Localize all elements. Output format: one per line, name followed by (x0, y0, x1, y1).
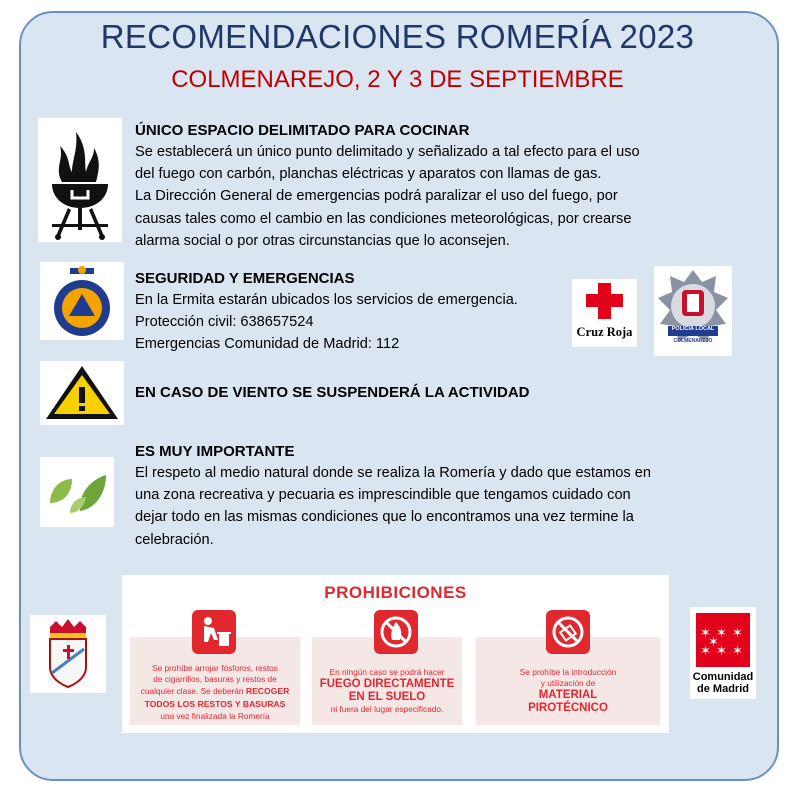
comunidad-madrid-logo (690, 607, 756, 699)
svg-text:✶: ✶ (700, 626, 711, 641)
section-safety-line: Protección civil: 638657524 (135, 314, 314, 331)
section-cooking-text (135, 141, 707, 252)
prohibition-fireworks-text (480, 667, 656, 715)
colmenarejo-coat-of-arms (30, 615, 106, 693)
section-cooking-line: La Dirección General de emergencias podrá paralizar el uso del fuego, por (135, 188, 618, 205)
prohibition-text-line: cualquier clase. Se deberán (140, 686, 244, 696)
section-cooking-line: del fuego con carbón, planchas eléctricas y aparatos con llamas de gas. (135, 166, 602, 183)
svg-text:✶: ✶ (732, 626, 743, 641)
prohibition-bold-line: MATERIAL (538, 689, 598, 701)
page-title: RECOMENDACIONES ROMERÍA 2023 (100, 18, 695, 55)
prohibition-trash-text (136, 663, 294, 722)
comunidad-madrid-label (690, 671, 756, 695)
leaves-icon (40, 457, 114, 527)
prohibition-fire-text (314, 667, 460, 715)
section-cooking-line: Se establecerá un único punto delimitado y señalizado a tal efecto para el uso (135, 144, 640, 160)
svg-text:✶: ✶ (716, 626, 727, 641)
svg-text:✶: ✶ (708, 635, 719, 650)
section-important-line: dejar todo en las mismas condiciones que lo encontramos una vez termine la (135, 509, 634, 526)
barbecue-icon (38, 118, 122, 242)
prohibition-text-line: En ningún caso se podrá hacer (329, 667, 445, 677)
section-important-line: una zona recreativa y pecuaria es imprescindible que tengamos cuidado con (135, 487, 631, 504)
svg-text:✶: ✶ (732, 644, 743, 659)
section-safety-title: SEGURIDAD Y EMERGENCIAS (135, 270, 355, 287)
prohibition-bold-line: FUEGO DIRECTAMENTE (319, 678, 455, 690)
section-important-line: El respeto al medio natural donde se realiza la Romería y dado que estamos en (135, 465, 651, 481)
proteccion-civil-icon (40, 262, 124, 340)
prohibition-bold-line: RECOGER (245, 686, 290, 696)
prohibition-bold-line: TODOS LOS RESTOS Y BASURAS (144, 699, 286, 709)
section-cooking-line: alarma social o por otras circunstancias que lo aconsejen. (135, 232, 510, 249)
prohibition-text-line: y utilización de (540, 678, 596, 688)
policia-town-label: COLMENAREJO (673, 338, 713, 344)
prohibition-bold-line: PIROTÉCNICO (528, 702, 608, 714)
section-cooking-line: causas tales como el cambio en las condiciones meteorológicas, por crearse (135, 210, 632, 227)
section-important-text (135, 462, 707, 551)
prohibition-text-line: una vez finalizada la Romería (160, 711, 270, 721)
prohibiciones-panel (122, 575, 669, 733)
prohibiciones-title: PROHIBICIONES (324, 583, 467, 602)
svg-text:✶: ✶ (700, 644, 711, 659)
comunidad-line: de Madrid (697, 683, 749, 695)
svg-text:✶: ✶ (716, 644, 727, 659)
cruz-roja-label: Cruz Roja (576, 325, 633, 339)
trash-icon (192, 610, 236, 654)
section-wind-title: EN CASO DE VIENTO SE SUSPENDERÁ LA ACTIVIDAD (135, 384, 530, 401)
no-fire-icon (374, 610, 418, 654)
no-fireworks-icon (546, 610, 590, 654)
page-subtitle: COLMENAREJO, 2 Y 3 DE SEPTIEMBRE (171, 66, 624, 93)
prohibition-bold-line: EN EL SUELO (348, 691, 426, 703)
policia-local-logo (654, 266, 732, 356)
prohibition-text-line: Se prohíbe la introducción (519, 667, 617, 677)
section-safety-line: Emergencias Comunidad de Madrid: 112 (135, 336, 400, 353)
section-important-line: celebración. (135, 531, 214, 548)
warning-icon (40, 361, 124, 425)
section-safety-text (135, 289, 575, 356)
prohibition-text-line: de cigarrillos, basuras y restos de (153, 674, 277, 684)
cruz-roja-logo (572, 279, 637, 347)
section-important-title: ES MUY IMPORTANTE (135, 443, 295, 460)
comunidad-line: Comunidad (692, 671, 754, 683)
policia-local-label: POLICIA LOCAL (671, 326, 715, 332)
prohibition-text-line: Se prohíbe arrojar fósforos, restos (152, 663, 278, 673)
section-safety-line: En la Ermita estarán ubicados los servicios de emergencia. (135, 292, 518, 308)
section-cooking-title: ÚNICO ESPACIO DELIMITADO PARA COCINAR (135, 122, 470, 139)
prohibition-text-line: ni fuera del lugar especificado. (330, 704, 444, 714)
